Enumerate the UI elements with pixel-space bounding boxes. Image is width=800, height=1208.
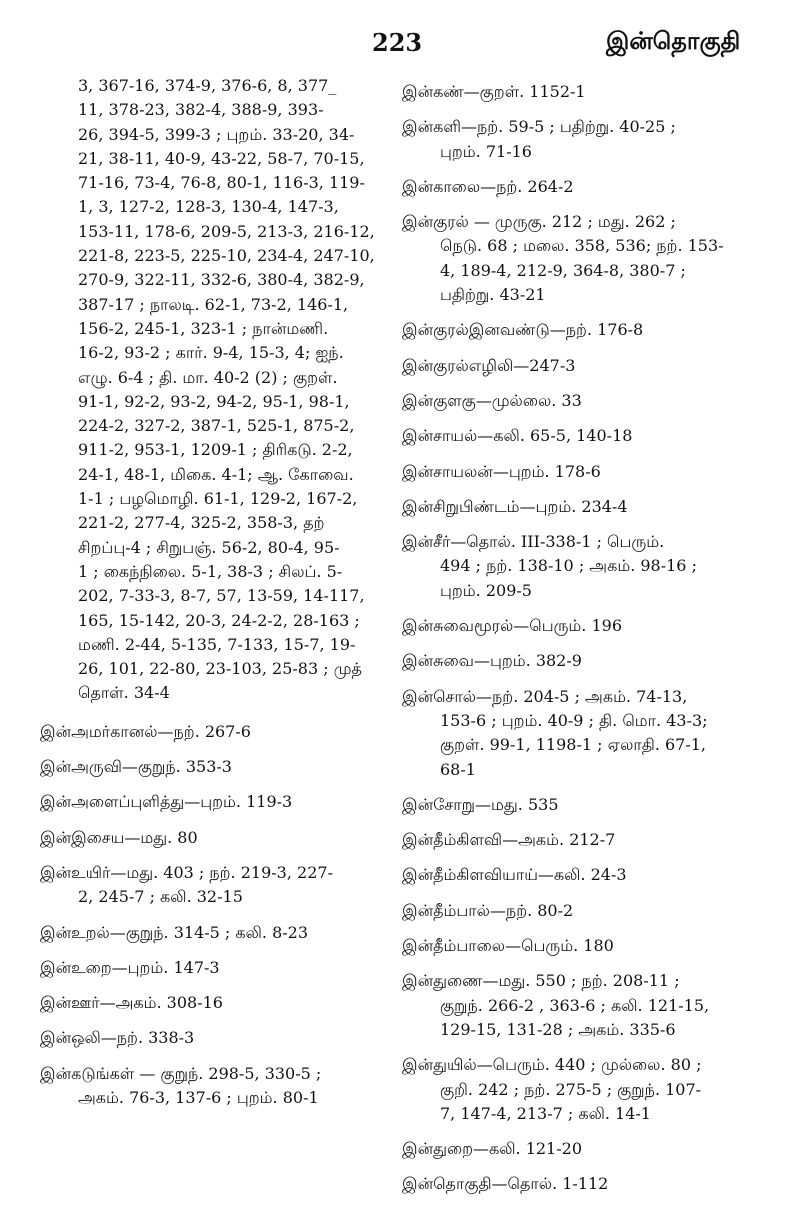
continuation-line: 221-8, 223-5, 225-10, 234-4, 247-10, [78,246,375,266]
index-entry [402,318,780,342]
entry-line: இன்குரல்எழிலி—247-3 [402,355,576,375]
left-entry-list [40,720,385,1111]
entry-line: 68-1 [440,759,476,779]
entry-line: இன்கண்—குறள். 1152-1 [402,82,586,101]
index-entry [402,389,780,413]
entry-line: இன்அமர்கானல்—நற். 267-6 [40,721,251,741]
continuation-line: 224-2, 327-2, 387-1, 525-1, 875-2, [78,416,355,436]
continuation-line: 156-2, 245-1, 323-1 ; நான்மணி. [78,318,329,338]
continuation-line: 1, 3, 127-2, 128-3, 130-4, 147-3, [78,197,339,217]
entry-line: இன்காலை—நற். 264-2 [402,176,574,196]
continuation-line: 24-1, 48-1, மிகை. 4-1; ஆ. கோவை. [78,464,354,484]
page-number: 223 [372,28,423,57]
entry-line: 7, 147-4, 213-7 ; கலி. 14-1 [440,1103,651,1123]
index-entry [402,934,780,958]
index-entry [402,115,780,164]
index-entry [402,460,780,484]
continuation-line: 387-17 ; நாலடி. 62-1, 73-2, 146-1, [78,294,349,314]
continuation-line: 11, 378-23, 382-4, 388-9, 393- [78,100,324,120]
continuation-line: தொள். 34-4 [78,683,170,703]
entry-line: இன்தீம்பால்—நற். 80-2 [402,900,574,920]
entry-line: இன்துணை—மது. 550 ; நற். 208-11 ; [402,971,680,991]
continuation-line: 3, 367-16, 374-9, 376-6, 8, 377_ [78,76,337,95]
left-column [40,74,385,1121]
running-head: இன்தொகுதி [606,26,741,55]
continuation-line: 16-2, 93-2 ; கார். 9-4, 15-3, 4; ஐந். [78,343,344,363]
index-entry [40,861,385,910]
continuation-line: 1-1 ; பழமொழி. 61-1, 129-2, 167-2, [78,489,358,509]
entry-line: இன்துயில்—பெரும். 440 ; முல்லை. 80 ; [402,1055,702,1075]
index-entry [402,614,780,638]
entry-line: இன்சாயலன்—புறம். 178-6 [402,461,601,481]
right-column [402,80,780,1208]
continuation-line: 21, 38-11, 40-9, 43-22, 58-7, 70-15, [78,148,365,168]
entry-line: இன்குளகு—முல்லை. 33 [402,390,582,410]
entry-line: குறி. 242 ; நற். 275-5 ; குறுந். 107- [440,1079,702,1099]
entry-line: இன்சிறுபிண்டம்—புறம். 234-4 [402,496,628,516]
entry-line: 129-15, 131-28 ; அகம். 335-6 [440,1019,676,1039]
entry-line: இன்தீம்பாலை—பெரும். 180 [402,936,614,956]
entry-line: இன்ஊர்—அகம். 308-16 [40,993,223,1013]
index-entry [40,991,385,1015]
continuation-line: 202, 7-33-3, 8-7, 57, 13-59, 14-117, [78,586,365,606]
index-entry [402,424,780,448]
index-entry [402,175,780,199]
entry-line: 4, 189-4, 212-9, 364-8, 380-7 ; [440,260,686,280]
entry-line: 153-6 ; புறம். 40-9 ; தி. மொ. 43-3; [440,710,708,730]
entry-line: இன்அருவி—குறுந். 353-3 [40,757,232,777]
index-entry [40,826,385,850]
entry-line: இன்தீம்கிளவியாய்—கலி. 24-3 [402,865,627,885]
entry-line: நெடு. 68 ; மலை. 358, 536; நற். 153- [440,236,724,256]
continuation-line: 91-1, 92-2, 93-2, 94-2, 95-1, 98-1, [78,391,350,411]
continuation-line: 270-9, 322-11, 332-6, 380-4, 382-9, [78,270,365,290]
entry-line: இன்சாயல்—கலி. 65-5, 140-18 [402,426,633,446]
index-entry [40,956,385,980]
index-entry [402,495,780,519]
entry-line: குறள். 99-1, 1198-1 ; ஏலாதி. 67-1, [440,735,707,755]
entry-line: இன்சீர்—தொல். III-338-1 ; பெரும். [402,532,665,552]
index-entry [40,1062,385,1111]
index-entry [402,1137,780,1161]
index-entry [402,1053,780,1126]
index-entry [402,80,780,104]
entry-line: இன்இசைய—மது. 80 [40,827,198,847]
index-entry [40,790,385,814]
entry-line: இன்சோறு—மது. 535 [402,794,559,814]
entry-line: புறம். 71-16 [440,141,532,161]
continuation-line: 1 ; கைந்நிலை. 5-1, 38-3 ; சிலப். 5- [78,561,343,581]
continuation-line: 26, 101, 22-80, 23-103, 25-83 ; முத் [78,659,362,679]
entry-line: இன்சுவைமூரல்—பெரும். 196 [402,616,623,636]
entry-line: 2, 245-7 ; கலி. 32-15 [78,887,243,907]
entry-line: இன்உயிர்—மது. 403 ; நற். 219-3, 227- [40,862,333,882]
continuation-line: 71-16, 73-4, 76-8, 80-1, 116-3, 119- [78,173,365,193]
index-entry [402,210,780,307]
entry-line: இன்உறை—புறம். 147-3 [40,957,220,977]
index-entry [402,685,780,782]
entry-line: இன்குரல்இனவண்டு—நற். 176-8 [402,320,644,340]
continuation-line: 911-2, 953-1, 1209-1 ; திரிகடு. 2-2, [78,440,353,460]
entry-line: இன்அளைப்புளித்து—புறம். 119-3 [40,792,293,812]
entry-line: இன்தீம்கிளவி—அகம். 212-7 [402,830,616,850]
index-entry [402,793,780,817]
index-entry [40,755,385,779]
entry-line: இன்சொல்—நற். 204-5 ; அகம். 74-13, [402,686,688,706]
entry-line: புறம். 209-5 [440,580,532,600]
continuation-line: மணி. 2-44, 5-135, 7-133, 15-7, 19- [78,634,356,654]
index-entry [402,354,780,378]
index-entry [402,1172,780,1196]
index-entry [402,828,780,852]
entry-line: இன்தொகுதி—தொல். 1-112 [402,1174,609,1194]
entry-line: இன்சுவை—புறம். 382-9 [402,651,582,671]
entry-line: அகம். 76-3, 137-6 ; புறம். 80-1 [78,1087,319,1107]
entry-line: இன்கடுங்கள் — குறுந். 298-5, 330-5 ; [40,1063,322,1083]
index-entry [402,863,780,887]
entry-line: 494 ; நற். 138-10 ; அகம். 98-16 ; [440,556,697,576]
continuation-line: 153-11, 178-6, 209-5, 213-3, 216-12, [78,221,375,241]
entry-line: இன்துறை—கலி. 121-20 [402,1139,582,1159]
index-entry [40,921,385,945]
continued-entry [40,74,385,706]
right-entry-list [402,80,780,1197]
index-entry [40,1026,385,1050]
entry-line: இன்குரல் — முருகு. 212 ; மது. 262 ; [402,212,676,232]
continuation-line: எழு. 6-4 ; தி. மா. 40-2 (2) ; குறள். [78,367,338,387]
entry-line: குறுந். 266-2 , 363-6 ; கலி. 121-15, [440,995,710,1015]
index-entry [402,530,780,603]
continuation-line: சிறப்பு-4 ; சிறுபஞ். 56-2, 80-4, 95- [78,537,340,557]
index-entry [402,899,780,923]
index-entry [402,969,780,1042]
index-entry [402,649,780,673]
entry-line: பதிற்று. 43-21 [440,285,546,305]
entry-line: இன்உறல்—குறுந். 314-5 ; கலி. 8-23 [40,922,309,942]
index-entry [40,720,385,744]
continuation-line: 165, 15-142, 20-3, 24-2-2, 28-163 ; [78,610,360,630]
entry-line: இன்ஒலி—நற். 338-3 [40,1028,195,1048]
continuation-line: 26, 394-5, 399-3 ; புறம். 33-20, 34- [78,124,355,144]
entry-line: இன்களி—நற். 59-5 ; பதிற்று. 40-25 ; [402,117,676,137]
continuation-line: 221-2, 277-4, 325-2, 358-3, தற் [78,513,325,533]
